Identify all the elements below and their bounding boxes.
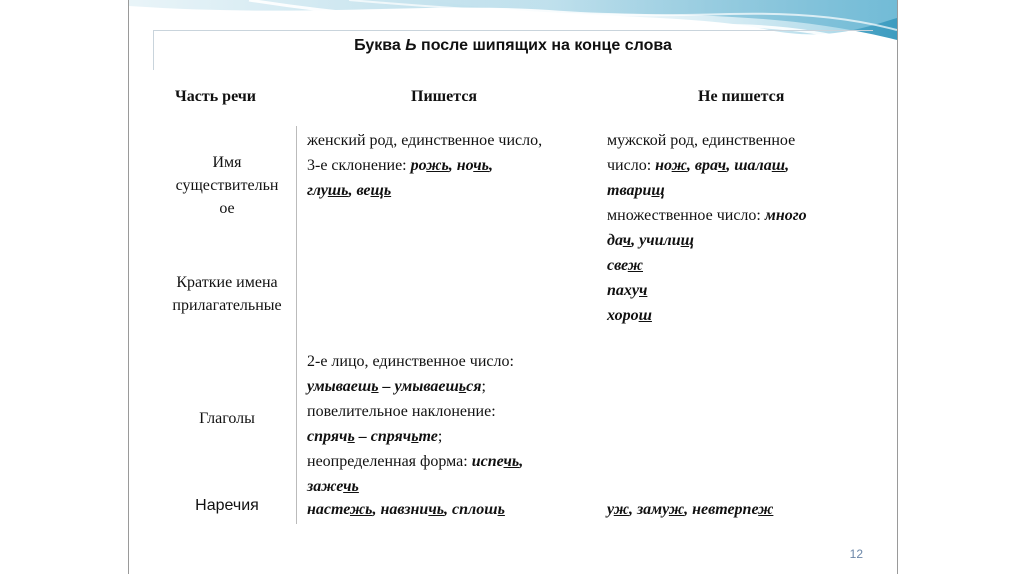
page-number: 12 (849, 547, 863, 561)
pos-verb: Глаголы (199, 410, 255, 427)
slide-title: Буква Ь после шипящих на конце слова (354, 37, 672, 54)
right-margin (897, 0, 1024, 574)
pos-adverb: Наречия (195, 497, 259, 514)
header-part-of-speech: Часть речи (175, 88, 257, 105)
decorative-wave (129, 0, 897, 70)
pos-noun: Имя существительн ое (175, 154, 279, 217)
pos-short-adjective: Краткие имена прилагательные (172, 274, 282, 314)
not-written-adverb: уж, замуж, невтерпеж (607, 501, 774, 518)
written-noun: женский род, единственное число, 3-е склонение: рожь, ночь, глушь, вещь (307, 132, 543, 199)
written-adverb: настежь, навзничь, сплошь (307, 501, 505, 518)
slide (129, 0, 897, 574)
written-verb: 2-е лицо, единственное число: умываешь – умываешься; повелительное наклонение: спрячь – спрячьте; неопределенная форма: испечь, зажечь (307, 353, 524, 495)
header-written: Пишется (411, 88, 478, 105)
header-not-written: Не пишется (698, 88, 785, 105)
left-margin (0, 0, 129, 574)
not-written-noun-adjective: мужской род, единственное число: нож, врач, шалаш, тварищ множественное число: много дач, училищ свеж пахуч хорош (607, 132, 807, 324)
slide-frame (153, 30, 873, 31)
